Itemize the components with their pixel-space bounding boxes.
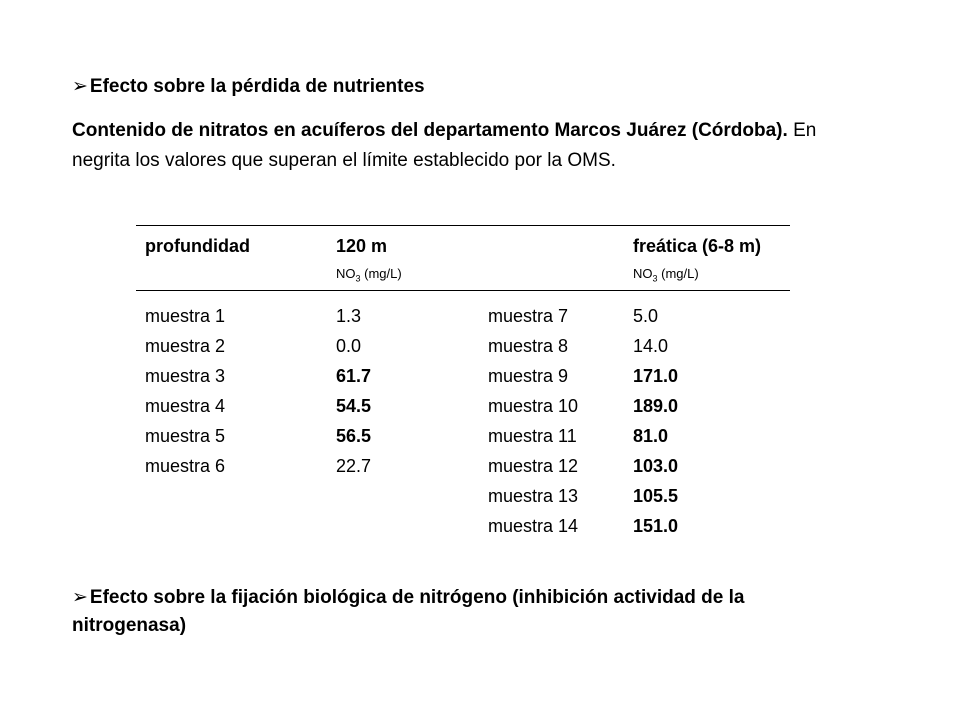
sample-name: muestra 3 (145, 366, 226, 386)
bullet-text: Efecto sobre la fijación biológica de nitrógeno (inhibición actividad de la nitrogenasa) (72, 587, 745, 636)
sample-value: 56.5 (336, 426, 372, 446)
sample-name: muestra 11 (488, 426, 577, 446)
sample-value: 151.0 (633, 516, 679, 536)
table-row (136, 481, 790, 511)
sample-name: muestra 1 (145, 306, 226, 326)
units-subscript: 3 (652, 273, 658, 284)
sample-value: 81.0 (633, 426, 669, 446)
units-mgl: (mg/L) (360, 266, 402, 281)
sample-name: muestra 7 (488, 306, 569, 326)
table-row (136, 361, 790, 391)
sample-name: muestra 8 (488, 336, 569, 356)
header-depth: profundidad (145, 236, 250, 256)
table-body (136, 301, 790, 541)
header-120m: 120 m (336, 236, 388, 256)
arrow-bullet-icon: ➢ (72, 76, 88, 97)
sample-name: muestra 6 (145, 456, 226, 476)
sample-name: muestra 2 (145, 336, 226, 356)
sample-value: 105.5 (633, 486, 679, 506)
nitrate-table (136, 225, 790, 541)
arrow-bullet-icon: ➢ (72, 587, 88, 608)
intro-bold-text: Contenido de nitratos en acuíferos del departamento Marcos Juárez (Córdoba). (72, 120, 788, 141)
sample-value: 61.7 (336, 366, 372, 386)
sample-value: 54.5 (336, 396, 372, 416)
table-row (136, 391, 790, 421)
units-mgl: (mg/L) (657, 266, 699, 281)
table-units-row (136, 262, 790, 290)
units-no: NO (633, 266, 653, 281)
table-row (136, 331, 790, 361)
sample-name: muestra 14 (488, 516, 579, 536)
units-subscript: 3 (355, 273, 361, 284)
sample-name: muestra 12 (488, 456, 579, 476)
sample-value: 22.7 (336, 456, 372, 476)
sample-value: 5.0 (633, 306, 659, 326)
sample-value: 171.0 (633, 366, 679, 386)
units-freatica (633, 262, 699, 291)
table-row (136, 451, 790, 481)
sample-value: 0.0 (336, 336, 362, 356)
table-row (136, 421, 790, 451)
sample-name: muestra 4 (145, 396, 226, 416)
header-freatica: freática (6-8 m) (633, 236, 762, 256)
sample-name: muestra 9 (488, 366, 569, 386)
sample-value: 1.3 (336, 306, 362, 326)
units-120m (336, 262, 402, 291)
sample-value: 14.0 (633, 336, 669, 356)
table-row (136, 301, 790, 331)
sample-name: muestra 10 (488, 396, 579, 416)
sample-name: muestra 5 (145, 426, 226, 446)
sample-value: 189.0 (633, 396, 679, 416)
table-row (136, 511, 790, 541)
bullet-heading-nutrients (72, 73, 425, 101)
intro-paragraph (72, 116, 872, 176)
bullet-heading-fixation (72, 584, 792, 640)
sample-value: 103.0 (633, 456, 679, 476)
intro-normal-text: En negrita los valores que superan el límite establecido por la OMS. (72, 120, 817, 171)
sample-name: muestra 13 (488, 486, 579, 506)
bullet-text: Efecto sobre la pérdida de nutrientes (89, 76, 425, 97)
table-header-row (136, 226, 790, 262)
units-no: NO (336, 266, 356, 281)
